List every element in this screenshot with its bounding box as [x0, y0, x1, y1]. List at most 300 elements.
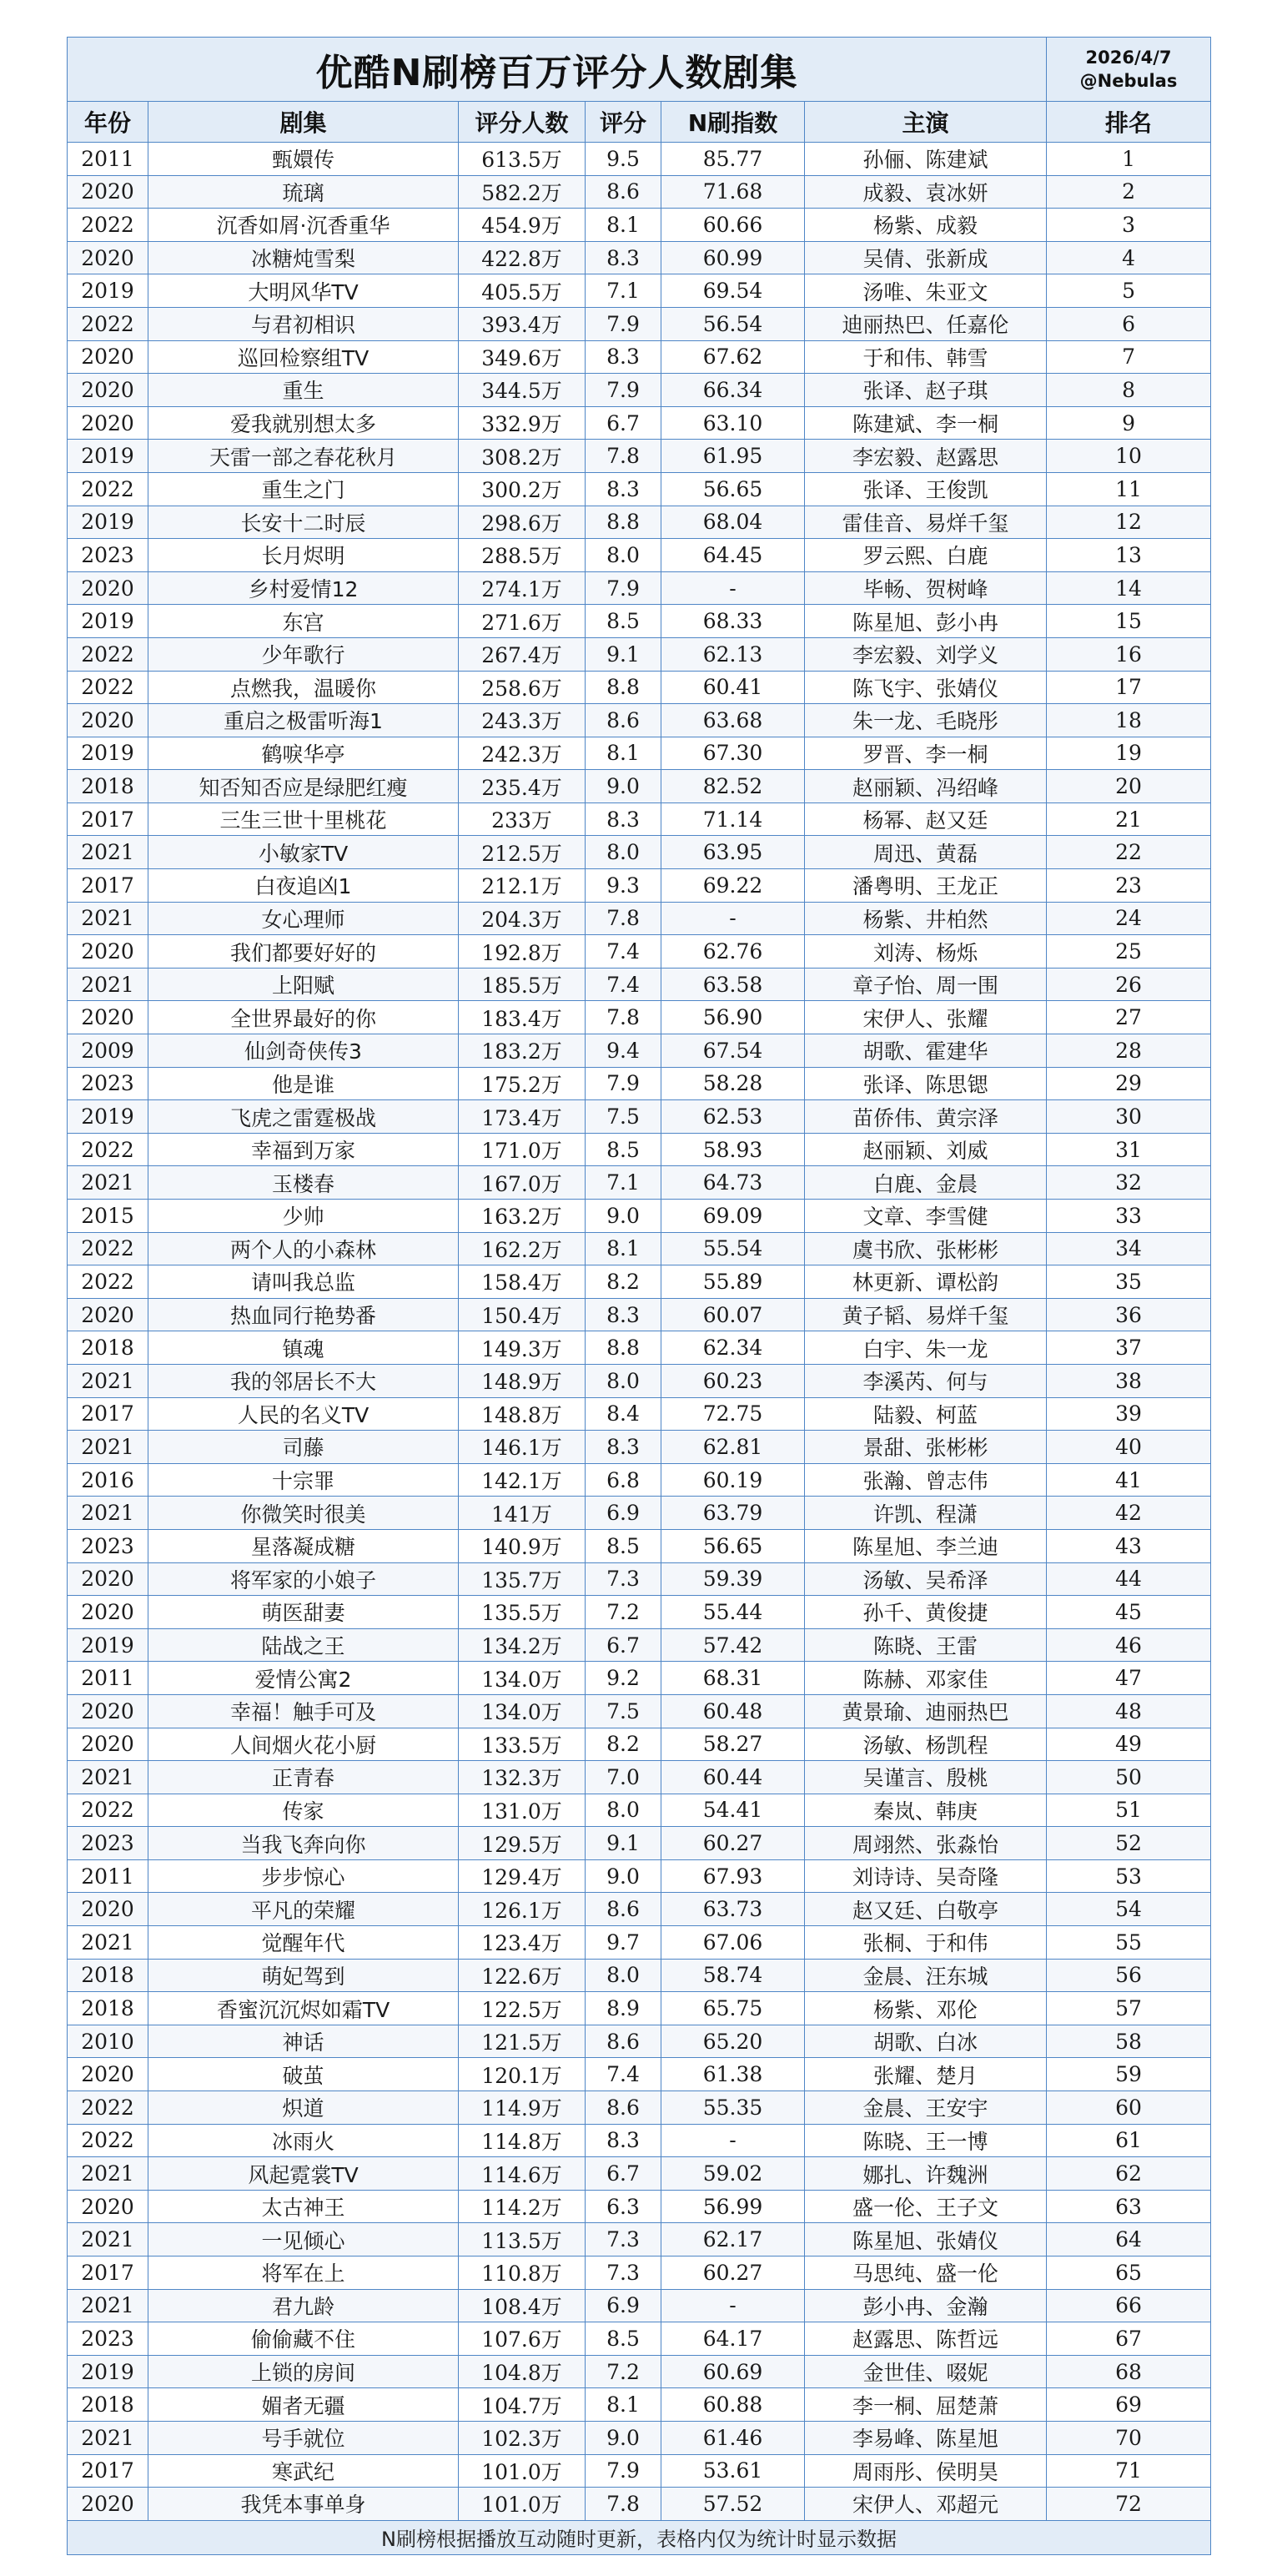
cell-score: 8.1 [586, 737, 661, 770]
cell-n-index: 67.30 [661, 737, 805, 770]
table-row [68, 1562, 1211, 1596]
cell-actors: 白鹿、金晨 [805, 1166, 1047, 1200]
cell-title: 十宗罪 [148, 1463, 459, 1497]
cell-title: 冰糖炖雪梨 [148, 241, 459, 274]
table-row [68, 1067, 1211, 1100]
cell-year: 2017 [68, 802, 148, 836]
table-row [68, 1497, 1211, 1530]
cell-title: 我凭本事单身 [148, 2488, 459, 2521]
cell-score: 7.1 [586, 274, 661, 308]
cell-rank: 71 [1047, 2454, 1211, 2488]
cell-title: 风起霓裳TV [148, 2157, 459, 2191]
cell-rank: 13 [1047, 539, 1211, 572]
table-row [68, 2421, 1211, 2454]
cell-n-index: 85.77 [661, 143, 805, 176]
table-row [68, 1364, 1211, 1397]
cell-n-index: 63.79 [661, 1497, 805, 1530]
cell-n-index: 60.88 [661, 2388, 805, 2422]
cell-raters: 258.6万 [459, 671, 586, 704]
cell-rank: 1 [1047, 143, 1211, 176]
cell-rank: 63 [1047, 2190, 1211, 2223]
cell-n-index: 60.44 [661, 1761, 805, 1794]
cell-rank: 57 [1047, 1992, 1211, 2025]
table-row [68, 2257, 1211, 2290]
cell-title: 少帅 [148, 1200, 459, 1233]
cell-actors: 朱一龙、毛晓彤 [805, 704, 1047, 737]
cell-rank: 62 [1047, 2157, 1211, 2191]
cell-raters: 104.8万 [459, 2355, 586, 2388]
table-row [68, 902, 1211, 935]
cell-actors: 周迅、黄磊 [805, 836, 1047, 869]
cell-year: 2020 [68, 1596, 148, 1629]
cell-n-index: 64.17 [661, 2322, 805, 2356]
cell-rank: 56 [1047, 1959, 1211, 1992]
cell-raters: 131.0万 [459, 1794, 586, 1827]
cell-title: 重生 [148, 374, 459, 407]
cell-actors: 陈星旭、彭小冉 [805, 605, 1047, 638]
cell-year: 2019 [68, 440, 148, 473]
cell-n-index: - [661, 571, 805, 605]
cell-score: 8.8 [586, 671, 661, 704]
cell-score: 7.5 [586, 1100, 661, 1134]
cell-title: 将军家的小娘子 [148, 1562, 459, 1596]
cell-raters: 135.7万 [459, 1562, 586, 1596]
cell-year: 2023 [68, 539, 148, 572]
cell-score: 7.9 [586, 307, 661, 340]
cell-rank: 27 [1047, 1001, 1211, 1034]
cell-raters: 183.4万 [459, 1001, 586, 1034]
cell-year: 2019 [68, 2355, 148, 2388]
cell-actors: 虞书欣、张彬彬 [805, 1232, 1047, 1265]
cell-title: 你微笑时很美 [148, 1497, 459, 1530]
cell-score: 8.0 [586, 1959, 661, 1992]
cell-rank: 30 [1047, 1100, 1211, 1134]
cell-score: 8.6 [586, 175, 661, 209]
ranking-table [67, 37, 1211, 2555]
cell-title: 星落凝成糖 [148, 1529, 459, 1562]
cell-rank: 36 [1047, 1298, 1211, 1331]
cell-year: 2023 [68, 2322, 148, 2356]
cell-raters: 454.9万 [459, 209, 586, 242]
cell-rank: 64 [1047, 2223, 1211, 2257]
cell-title: 长安十二时辰 [148, 506, 459, 539]
cell-raters: 298.6万 [459, 506, 586, 539]
cell-n-index: 60.23 [661, 1364, 805, 1397]
table-row [68, 637, 1211, 671]
table-row [68, 2355, 1211, 2388]
cell-n-index: 63.58 [661, 968, 805, 1001]
cell-actors: 孙千、黄俊捷 [805, 1596, 1047, 1629]
cell-title: 炽道 [148, 2091, 459, 2125]
cell-raters: 171.0万 [459, 1133, 586, 1166]
cell-score: 6.7 [586, 1628, 661, 1662]
cell-score: 8.2 [586, 1265, 661, 1299]
cell-actors: 盛一伦、王子文 [805, 2190, 1047, 2223]
cell-score: 8.5 [586, 1133, 661, 1166]
table-row [68, 274, 1211, 308]
cell-rank: 45 [1047, 1596, 1211, 1629]
table-row [68, 605, 1211, 638]
cell-raters: 149.3万 [459, 1331, 586, 1365]
cell-score: 6.8 [586, 1463, 661, 1497]
cell-score: 7.2 [586, 1596, 661, 1629]
cell-rank: 10 [1047, 440, 1211, 473]
cell-actors: 张译、陈思锶 [805, 1067, 1047, 1100]
cell-score: 9.0 [586, 2421, 661, 2454]
cell-actors: 汤敏、杨凯程 [805, 1728, 1047, 1761]
cell-rank: 34 [1047, 1232, 1211, 1265]
cell-raters: 332.9万 [459, 406, 586, 440]
cell-year: 2022 [68, 1232, 148, 1265]
table-row [68, 1034, 1211, 1068]
column-header-raters: 评分人数 [459, 102, 586, 143]
cell-score: 7.5 [586, 1694, 661, 1728]
cell-title: 破茧 [148, 2058, 459, 2091]
cell-rank: 66 [1047, 2289, 1211, 2322]
cell-actors: 陈赫、邓家佳 [805, 1662, 1047, 1695]
cell-actors: 张译、王俊凯 [805, 472, 1047, 506]
cell-n-index: 68.31 [661, 1662, 805, 1695]
cell-rank: 15 [1047, 605, 1211, 638]
cell-rank: 12 [1047, 506, 1211, 539]
cell-year: 2021 [68, 2223, 148, 2257]
cell-title: 觉醒年代 [148, 1926, 459, 1960]
table-row [68, 2124, 1211, 2157]
cell-year: 2020 [68, 406, 148, 440]
cell-year: 2022 [68, 209, 148, 242]
cell-rank: 18 [1047, 704, 1211, 737]
cell-rank: 5 [1047, 274, 1211, 308]
cell-year: 2017 [68, 869, 148, 903]
cell-rank: 19 [1047, 737, 1211, 770]
table-row [68, 1397, 1211, 1431]
cell-rank: 50 [1047, 1761, 1211, 1794]
cell-rank: 70 [1047, 2421, 1211, 2454]
cell-rank: 49 [1047, 1728, 1211, 1761]
cell-score: 9.7 [586, 1926, 661, 1960]
cell-n-index: 60.27 [661, 2257, 805, 2290]
cell-score: 7.0 [586, 1761, 661, 1794]
cell-raters: 134.2万 [459, 1628, 586, 1662]
table-row [68, 1166, 1211, 1200]
cell-year: 2022 [68, 1133, 148, 1166]
cell-raters: 114.6万 [459, 2157, 586, 2191]
cell-n-index: 63.68 [661, 704, 805, 737]
cell-actors: 罗云熙、白鹿 [805, 539, 1047, 572]
cell-n-index: 71.14 [661, 802, 805, 836]
cell-year: 2016 [68, 1463, 148, 1497]
cell-year: 2022 [68, 1265, 148, 1299]
cell-actors: 白宇、朱一龙 [805, 1331, 1047, 1365]
cell-n-index: 82.52 [661, 770, 805, 803]
table-row [68, 143, 1211, 176]
cell-title: 巡回检察组TV [148, 340, 459, 374]
cell-raters: 233万 [459, 802, 586, 836]
cell-rank: 67 [1047, 2322, 1211, 2356]
cell-actors: 张译、赵子琪 [805, 374, 1047, 407]
cell-score: 7.9 [586, 571, 661, 605]
cell-n-index: 60.27 [661, 1827, 805, 1860]
table-row [68, 2322, 1211, 2356]
cell-n-index: 63.10 [661, 406, 805, 440]
cell-actors: 景甜、张彬彬 [805, 1431, 1047, 1464]
column-header-n-index: N刷指数 [661, 102, 805, 143]
cell-title: 太古神王 [148, 2190, 459, 2223]
cell-score: 8.3 [586, 1298, 661, 1331]
cell-raters: 267.4万 [459, 637, 586, 671]
cell-rank: 9 [1047, 406, 1211, 440]
cell-score: 8.5 [586, 605, 661, 638]
cell-score: 7.8 [586, 440, 661, 473]
cell-year: 2019 [68, 1628, 148, 1662]
cell-n-index: 63.95 [661, 836, 805, 869]
table-row [68, 1992, 1211, 2025]
cell-title: 小敏家TV [148, 836, 459, 869]
cell-score: 7.9 [586, 1067, 661, 1100]
cell-score: 8.0 [586, 1364, 661, 1397]
cell-raters: 120.1万 [459, 2058, 586, 2091]
cell-rank: 21 [1047, 802, 1211, 836]
cell-rank: 3 [1047, 209, 1211, 242]
cell-score: 8.2 [586, 1728, 661, 1761]
cell-year: 2009 [68, 1034, 148, 1068]
cell-year: 2020 [68, 571, 148, 605]
cell-raters: 204.3万 [459, 902, 586, 935]
cell-actors: 赵丽颖、刘威 [805, 1133, 1047, 1166]
table-row [68, 1596, 1211, 1629]
cell-title: 步步惊心 [148, 1859, 459, 1893]
cell-actors: 苗侨伟、黄宗泽 [805, 1100, 1047, 1134]
cell-actors: 杨紫、成毅 [805, 209, 1047, 242]
cell-raters: 141万 [459, 1497, 586, 1530]
cell-actors: 赵又廷、白敬亭 [805, 1893, 1047, 1926]
cell-rank: 24 [1047, 902, 1211, 935]
cell-raters: 613.5万 [459, 143, 586, 176]
cell-n-index: 60.41 [661, 671, 805, 704]
cell-score: 8.6 [586, 1893, 661, 1926]
cell-rank: 48 [1047, 1694, 1211, 1728]
cell-title: 平凡的荣耀 [148, 1893, 459, 1926]
cell-title: 寒武纪 [148, 2454, 459, 2488]
cell-actors: 胡歌、白冰 [805, 2025, 1047, 2058]
cell-rank: 22 [1047, 836, 1211, 869]
cell-year: 2019 [68, 274, 148, 308]
cell-score: 7.8 [586, 2488, 661, 2521]
table-row [68, 1694, 1211, 1728]
column-header-row [68, 102, 1211, 143]
cell-score: 8.9 [586, 1992, 661, 2025]
cell-score: 7.9 [586, 374, 661, 407]
cell-title: 沉香如屑·沉香重华 [148, 209, 459, 242]
cell-raters: 163.2万 [459, 1200, 586, 1233]
cell-title: 与君初相识 [148, 307, 459, 340]
cell-rank: 61 [1047, 2124, 1211, 2157]
cell-actors: 孙俪、陈建斌 [805, 143, 1047, 176]
ranking-sheet [67, 37, 1210, 2555]
cell-n-index: 58.28 [661, 1067, 805, 1100]
cell-rank: 41 [1047, 1463, 1211, 1497]
cell-year: 2023 [68, 1827, 148, 1860]
cell-actors: 周雨彤、侯明昊 [805, 2454, 1047, 2488]
table-row [68, 1794, 1211, 1827]
cell-actors: 陈星旭、张婧仪 [805, 2223, 1047, 2257]
date-author-cell [1047, 38, 1211, 102]
cell-n-index: 59.02 [661, 2157, 805, 2191]
table-body [68, 143, 1211, 2521]
cell-actors: 吴倩、张新成 [805, 241, 1047, 274]
cell-score: 8.3 [586, 1431, 661, 1464]
cell-year: 2021 [68, 1761, 148, 1794]
cell-title: 飞虎之雷霆极战 [148, 1100, 459, 1134]
cell-rank: 60 [1047, 2091, 1211, 2125]
cell-actors: 胡歌、霍建华 [805, 1034, 1047, 1068]
cell-raters: 114.9万 [459, 2091, 586, 2125]
table-row [68, 671, 1211, 704]
cell-title: 重启之极雷听海1 [148, 704, 459, 737]
cell-raters: 101.0万 [459, 2454, 586, 2488]
cell-actors: 汤唯、朱亚文 [805, 274, 1047, 308]
cell-title: 白夜追凶1 [148, 869, 459, 903]
cell-title: 媚者无疆 [148, 2388, 459, 2422]
cell-title: 仙剑奇侠传3 [148, 1034, 459, 1068]
cell-year: 2022 [68, 307, 148, 340]
cell-score: 7.2 [586, 2355, 661, 2388]
cell-score: 9.2 [586, 1662, 661, 1695]
cell-raters: 107.6万 [459, 2322, 586, 2356]
cell-actors: 林更新、谭松韵 [805, 1265, 1047, 1299]
cell-title: 镇魂 [148, 1331, 459, 1365]
cell-title: 三生三世十里桃花 [148, 802, 459, 836]
table-row [68, 2058, 1211, 2091]
cell-actors: 毕畅、贺树峰 [805, 571, 1047, 605]
table-row [68, 472, 1211, 506]
table-row [68, 571, 1211, 605]
cell-rank: 29 [1047, 1067, 1211, 1100]
cell-n-index: 67.06 [661, 1926, 805, 1960]
cell-title: 点燃我，温暖你 [148, 671, 459, 704]
cell-score: 8.0 [586, 539, 661, 572]
cell-n-index: 60.66 [661, 209, 805, 242]
table-row [68, 209, 1211, 242]
table-row [68, 2289, 1211, 2322]
cell-rank: 14 [1047, 571, 1211, 605]
cell-score: 9.0 [586, 1859, 661, 1893]
cell-rank: 39 [1047, 1397, 1211, 1431]
cell-raters: 146.1万 [459, 1431, 586, 1464]
cell-raters: 114.2万 [459, 2190, 586, 2223]
cell-n-index: - [661, 2124, 805, 2157]
cell-year: 2021 [68, 2157, 148, 2191]
table-row [68, 2091, 1211, 2125]
cell-n-index: 59.39 [661, 1562, 805, 1596]
cell-actors: 于和伟、韩雪 [805, 340, 1047, 374]
cell-rank: 8 [1047, 374, 1211, 407]
table-row [68, 836, 1211, 869]
cell-actors: 杨幂、赵又廷 [805, 802, 1047, 836]
cell-score: 8.3 [586, 241, 661, 274]
cell-year: 2020 [68, 340, 148, 374]
cell-raters: 242.3万 [459, 737, 586, 770]
cell-n-index: 56.90 [661, 1001, 805, 1034]
cell-year: 2011 [68, 1662, 148, 1695]
cell-year: 2020 [68, 1001, 148, 1034]
cell-raters: 308.2万 [459, 440, 586, 473]
cell-raters: 162.2万 [459, 1232, 586, 1265]
cell-actors: 张桐、于和伟 [805, 1926, 1047, 1960]
cell-score: 9.1 [586, 637, 661, 671]
cell-title: 萌医甜妻 [148, 1596, 459, 1629]
cell-year: 2020 [68, 241, 148, 274]
cell-title: 幸福到万家 [148, 1133, 459, 1166]
cell-rank: 54 [1047, 1893, 1211, 1926]
cell-n-index: 68.33 [661, 605, 805, 638]
cell-actors: 陈建斌、李一桐 [805, 406, 1047, 440]
cell-n-index: - [661, 2289, 805, 2322]
cell-raters: 582.2万 [459, 175, 586, 209]
cell-title: 少年歌行 [148, 637, 459, 671]
cell-actors: 赵丽颖、冯绍峰 [805, 770, 1047, 803]
table-row [68, 2025, 1211, 2058]
table-row [68, 1431, 1211, 1464]
cell-n-index: 55.44 [661, 1596, 805, 1629]
cell-title: 天雷一部之春花秋月 [148, 440, 459, 473]
cell-n-index: 61.46 [661, 2421, 805, 2454]
cell-raters: 349.6万 [459, 340, 586, 374]
table-row [68, 2454, 1211, 2488]
cell-year: 2018 [68, 1992, 148, 2025]
cell-actors: 周翊然、张淼怡 [805, 1827, 1047, 1860]
cell-rank: 6 [1047, 307, 1211, 340]
cell-n-index: 72.75 [661, 1397, 805, 1431]
cell-title: 爱我就别想太多 [148, 406, 459, 440]
table-row [68, 1728, 1211, 1761]
cell-n-index: 64.73 [661, 1166, 805, 1200]
table-row [68, 374, 1211, 407]
cell-title: 传家 [148, 1794, 459, 1827]
cell-raters: 104.7万 [459, 2388, 586, 2422]
cell-title: 正青春 [148, 1761, 459, 1794]
cell-n-index: - [661, 902, 805, 935]
cell-rank: 55 [1047, 1926, 1211, 1960]
cell-year: 2022 [68, 2091, 148, 2125]
cell-actors: 杨紫、井柏然 [805, 902, 1047, 935]
cell-year: 2018 [68, 770, 148, 803]
cell-raters: 167.0万 [459, 1166, 586, 1200]
column-header-score: 评分 [586, 102, 661, 143]
cell-actors: 陈飞宇、张婧仪 [805, 671, 1047, 704]
cell-rank: 4 [1047, 241, 1211, 274]
cell-year: 2021 [68, 1497, 148, 1530]
cell-year: 2022 [68, 637, 148, 671]
cell-raters: 132.3万 [459, 1761, 586, 1794]
table-row [68, 1529, 1211, 1562]
cell-rank: 16 [1047, 637, 1211, 671]
cell-score: 7.4 [586, 935, 661, 969]
cell-score: 7.4 [586, 2058, 661, 2091]
table-row [68, 1001, 1211, 1034]
cell-raters: 148.9万 [459, 1364, 586, 1397]
cell-year: 2022 [68, 1794, 148, 1827]
cell-title: 重生之门 [148, 472, 459, 506]
cell-year: 2020 [68, 2488, 148, 2521]
cell-n-index: 65.20 [661, 2025, 805, 2058]
cell-actors: 雷佳音、易烊千玺 [805, 506, 1047, 539]
table-row [68, 1133, 1211, 1166]
cell-raters: 173.4万 [459, 1100, 586, 1134]
cell-rank: 53 [1047, 1859, 1211, 1893]
table-row [68, 539, 1211, 572]
cell-score: 8.6 [586, 704, 661, 737]
